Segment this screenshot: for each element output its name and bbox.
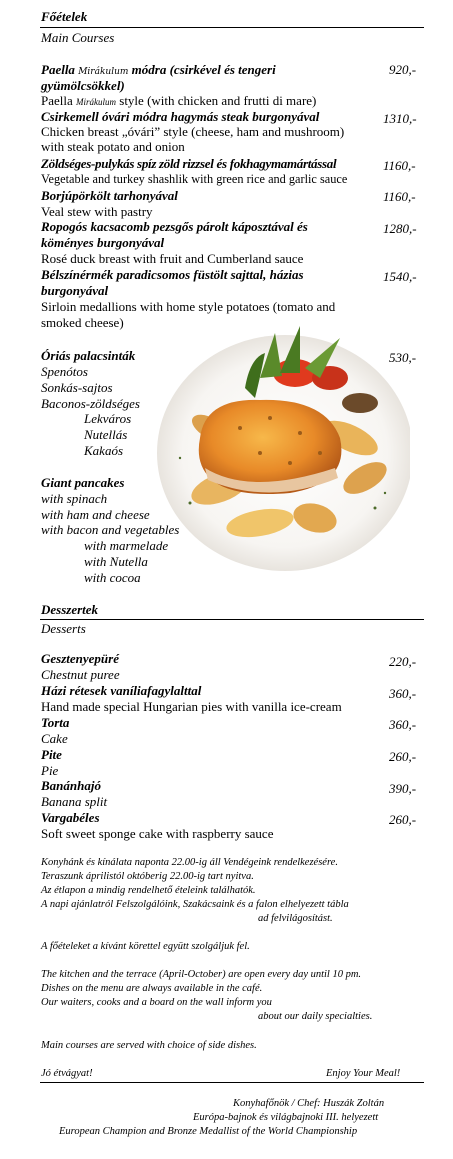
- pancake-item: Spenótos: [41, 364, 88, 379]
- pancake-item: Nutellás: [84, 427, 128, 442]
- dessert-price: 260,-: [389, 749, 417, 764]
- dish-price: 1160,-: [383, 158, 416, 173]
- info-note: The kitchen and the terrace (April-October) are open every day until 10 pm.: [41, 969, 362, 980]
- info-note: Dishes on the menu are always available in the café.: [41, 983, 263, 994]
- divider: [40, 1082, 424, 1083]
- dessert-name-en: Pie: [41, 763, 59, 778]
- pancake-item: with bacon and vegetables: [41, 522, 180, 537]
- dessert-price: 360,-: [389, 686, 417, 701]
- dish-name-en-cont: with steak potato and onion: [41, 139, 185, 154]
- dessert-name-en: Hand made special Hungarian pies with vanilla ice-cream: [41, 699, 342, 714]
- dish-name-en: Paella Mirákulum style (with chicken and frutti di mare): [41, 93, 317, 108]
- dish-price: 1160,-: [383, 189, 416, 204]
- pancake-item: with ham and cheese: [41, 507, 150, 522]
- dish-name-hu: Borjúpörkölt tarhonyával: [41, 188, 178, 203]
- dish-name-en: Rosé duck breast with fruit and Cumberland sauce: [41, 251, 304, 266]
- dish-price: 920,-: [389, 62, 417, 77]
- food-plate-image: [150, 318, 410, 578]
- dish-name-en: Chicken breast „óvári” style (cheese, ham and mushroom): [41, 124, 345, 139]
- pancake-item: Kakaós: [84, 443, 123, 458]
- dessert-name-hu: Házi rétesek vaníliafagylalttal: [41, 683, 202, 698]
- dish-name-hu: Zöldséges-pulykás spíz zöld rizzsel és fokhagymamártással: [41, 156, 337, 171]
- bon-appetit-hu: Jó étvágyat!: [41, 1068, 93, 1079]
- dish-price: 1540,-: [383, 269, 417, 284]
- side-dish-note-en: Main courses are served with choice of side dishes.: [41, 1040, 257, 1051]
- dessert-price: 390,-: [389, 781, 417, 796]
- divider: [40, 27, 424, 28]
- dish-name-en: Sirloin medallions with home style potatoes (tomato and: [41, 299, 336, 314]
- dessert-price: 260,-: [389, 812, 417, 827]
- chef-credit: Konyhafőnök / Chef: Huszák Zoltán: [233, 1098, 385, 1109]
- main-courses-title: Főételek: [41, 9, 88, 24]
- dessert-name-en: Banana split: [41, 794, 108, 809]
- dessert-name-hu: Torta: [41, 715, 70, 730]
- dish-price: 1280,-: [383, 221, 417, 236]
- side-dish-note-hu: A főételeket a kívánt körettel együtt szolgáljuk fel.: [41, 941, 250, 952]
- pancake-item: with cocoa: [84, 570, 141, 585]
- bon-appetit-en: Enjoy Your Meal!: [326, 1068, 401, 1079]
- dish-name-en: Veal stew with pastry: [41, 204, 153, 219]
- pancakes-title-hu: Óriás palacsinták: [41, 348, 136, 363]
- info-note: Konyhánk és kínálata naponta 22.00-ig áll Vendégeink rendelkezésére.: [41, 857, 338, 868]
- main-courses-subtitle: Main Courses: [41, 30, 115, 45]
- pancakes-title-en: Giant pancakes: [41, 475, 125, 490]
- dessert-name-hu: Vargabéles: [41, 810, 100, 825]
- pancake-item: with spinach: [41, 491, 108, 506]
- dessert-name-hu: Pite: [41, 747, 62, 762]
- dessert-name-en: Chestnut puree: [41, 667, 120, 682]
- desserts-title: Desszertek: [41, 602, 99, 617]
- dessert-name-hu: Banánhajó: [41, 778, 101, 793]
- info-note: Our waiters, cooks and a board on the wall inform you: [41, 997, 272, 1008]
- pancake-item: Lekváros: [84, 411, 132, 426]
- pancakes-price: 530,-: [389, 350, 417, 365]
- dish-price: 1310,-: [383, 111, 417, 126]
- pancake-item: Baconos-zöldséges: [41, 396, 140, 411]
- dish-name-hu: Bélszínérmék paradicsomos füstölt sajttal, házias: [41, 267, 304, 282]
- dessert-name-en: Soft sweet sponge cake with raspberry sauce: [41, 826, 274, 841]
- info-note: A napi ajánlatról Felszolgálóink, Szakácsaink és a falon elhelyezett tábla: [41, 899, 349, 910]
- dessert-name-en: Cake: [41, 731, 68, 746]
- dish-name-hu: Paella Mirákulum módra (csirkével és tengeri: [41, 62, 276, 77]
- dish-name-hu-cont: köményes burgonyával: [41, 235, 165, 250]
- chef-award-en: European Champion and Bronze Medallist of the World Championship: [59, 1126, 358, 1137]
- chef-award-hu: Európa-bajnok és világbajnoki III. helyezett: [193, 1112, 379, 1123]
- info-note: ad felvilágosítást.: [258, 913, 333, 924]
- pancake-item: with Nutella: [84, 554, 148, 569]
- dish-name-hu: Ropogós kacsacomb pezsgős párolt káposztával és: [41, 219, 308, 234]
- dish-name-hu-cont: gyümölcsökkel): [41, 78, 125, 93]
- dessert-name-hu: Gesztenyepüré: [41, 651, 119, 666]
- dish-name-hu-cont: burgonyával: [41, 283, 109, 298]
- dish-name-en: Vegetable and turkey shashlik with green rice and garlic sauce: [41, 172, 348, 186]
- pancake-item: with marmelade: [84, 538, 169, 553]
- dessert-price: 360,-: [389, 717, 417, 732]
- info-note: Az étlapon a mindig rendelhető ételeink találhatók.: [41, 885, 256, 896]
- pancake-item: Sonkás-sajtos: [41, 380, 113, 395]
- dish-name-en-cont: smoked cheese): [41, 315, 124, 330]
- dessert-price: 220,-: [389, 654, 417, 669]
- info-note: Teraszunk áprilistól októberig 22.00-ig tart nyitva.: [41, 871, 254, 882]
- info-note: about our daily specialties.: [258, 1011, 373, 1022]
- dish-name-hu: Csirkemell óvári módra hagymás steak burgonyával: [41, 109, 320, 124]
- divider: [40, 619, 424, 620]
- desserts-subtitle: Desserts: [41, 621, 86, 636]
